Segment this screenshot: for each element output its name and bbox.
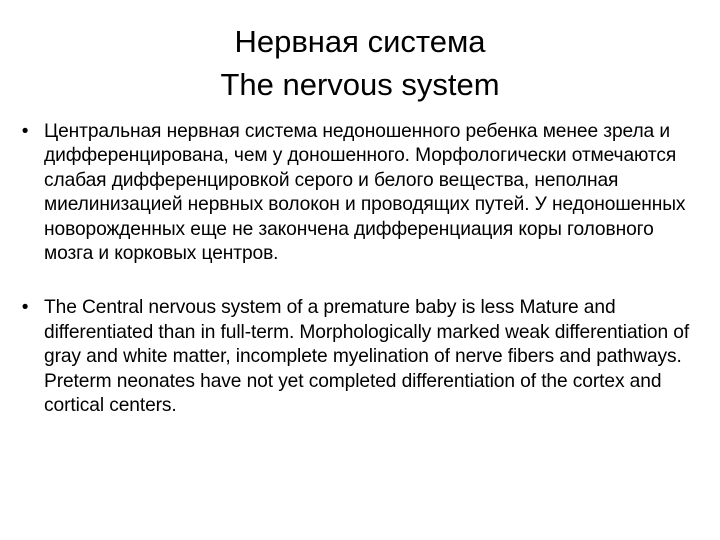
bullet-dot-icon: •: [21, 121, 29, 142]
bullet-list: [18, 120, 708, 418]
title-russian: Нервная система: [234, 24, 486, 59]
bullet-text-russian: Центральная нервная система недоношенного ребенка менее зрела и дифференцирована, чем у доношенного. Морфологически отмечаются слабая дифференцировкой серого и белого вещества, неполная миелинизацией нервных волокон и проводящих путей. У недоношенных новорожденных еще не закончена дифференциация коры головного мозга и корковых центров.: [44, 121, 686, 265]
slide-title: [150, 20, 570, 106]
bullet-item-russian: [18, 120, 708, 266]
bullet-text-english: The Central nervous system of a premature baby is less Mature and differentiated than in full-term. Morphologically marked weak differentiation of gray and white matter, incomplete myelination of nerve fibers and pathways. Preterm neonates have not yet completed differentiation of the cortex and cortical centers.: [44, 297, 690, 417]
bullet-dot-icon: •: [21, 297, 29, 319]
title-english: The nervous system: [220, 67, 500, 102]
bullet-item-english: [18, 296, 708, 418]
